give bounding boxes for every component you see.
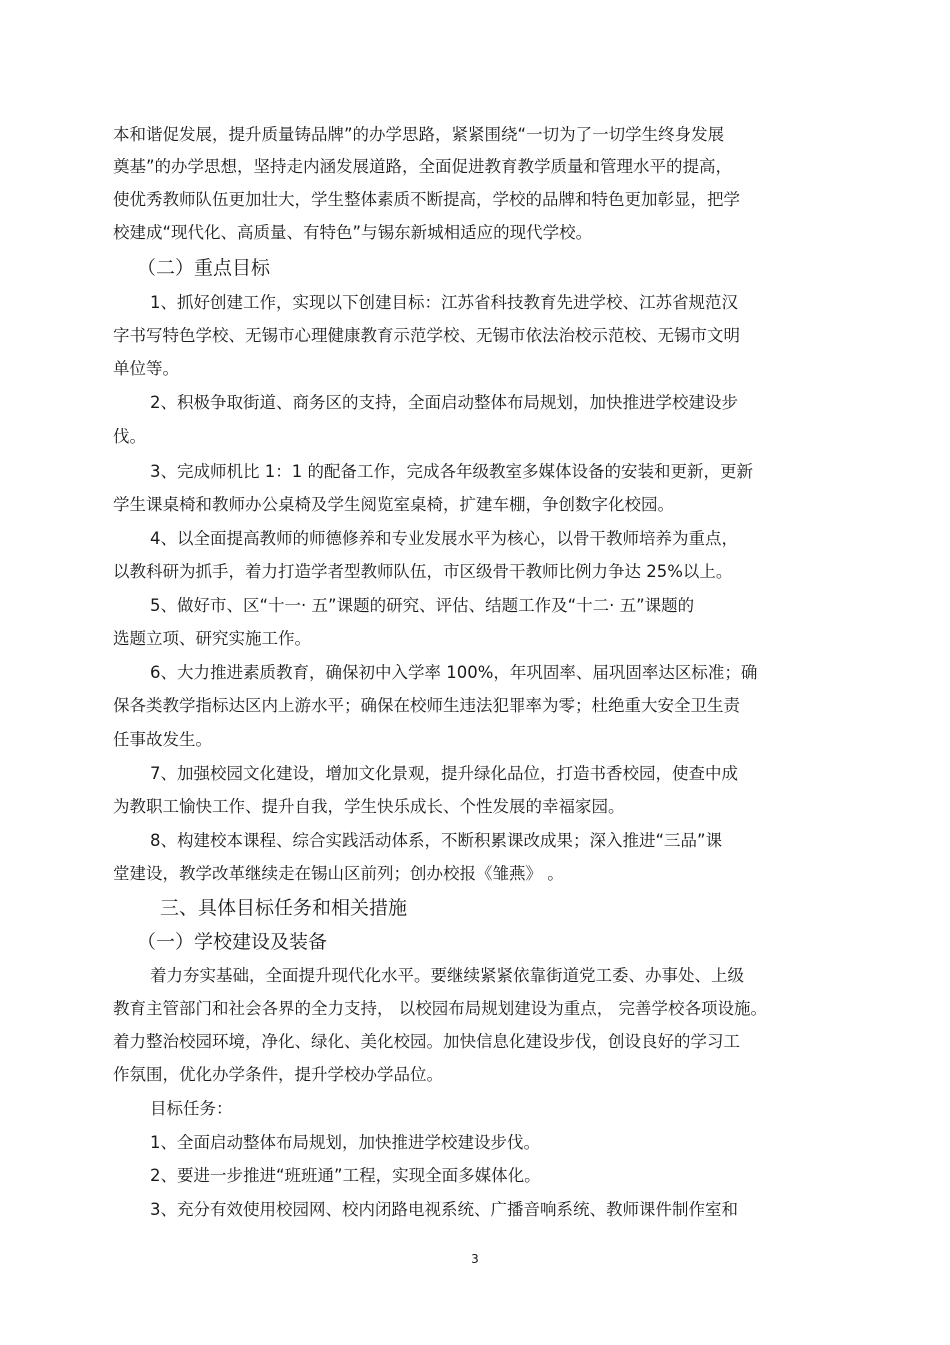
body-text-line: 以教科研为抓手，着力打造学者型教师队伍，市区级骨干教师比例力争达 25%以上。 <box>113 562 733 581</box>
body-text-line: 为教职工愉快工作、提升自我，学生快乐成长、个性发展的幸福家园。 <box>113 797 625 816</box>
body-text-line: 2、积极争取街道、商务区的支持，全面启动整体布局规划，加快推进学校建设步 <box>150 393 738 412</box>
body-text-line: 选题立项、研究实施工作。 <box>113 629 311 648</box>
body-text-line: 目标任务： <box>150 1099 233 1118</box>
body-text-line: 奠基”的办学思想，坚持走内涵发展道路，全面促进教育教学质量和管理水平的提高， <box>113 157 733 176</box>
body-text-line: 字书写特色学校、无锡市心理健康教育示范学校、无锡市依法治校示范校、无锡市文明 <box>113 326 740 345</box>
body-text-line: 4、以全面提高教师的师德修养和专业发展水平为核心，以骨干教师培养为重点， <box>150 529 738 548</box>
body-text-line: 8、构建校本课程、综合实践活动体系，不断积累课改成果；深入推进“三品”课 <box>150 831 723 850</box>
body-text-line: 使优秀教师队伍更加壮大，学生整体素质不断提高，学校的品牌和特色更加彰显，把学 <box>113 190 740 209</box>
body-text-line: 单位等。 <box>113 359 179 378</box>
body-text-line: 2、要进一步推进“班班通”工程，实现全面多媒体化。 <box>150 1166 541 1185</box>
body-text-line: 任事故发生。 <box>113 730 212 749</box>
body-text-line: 6、大力推进素质教育，确保初中入学率 100%，年巩固率、届巩固率达区标准；确 <box>150 663 758 682</box>
body-text-line: 1、全面启动整体布局规划，加快推进学校建设步伐。 <box>150 1133 540 1152</box>
body-text-line: 学生课桌椅和教师办公桌椅及学生阅览室桌椅，扩建车棚，争创数字化校园。 <box>113 495 674 514</box>
body-text-line: 着力整治校园环境，净化、绿化、美化校园。加快信息化建设步伐，创设良好的学习工 <box>113 1032 740 1051</box>
body-text-line: 教育主管部门和社会各界的全力支持， 以校园布局规划建设为重点， 完善学校各项设施。 <box>113 999 767 1018</box>
body-text-line: 保各类教学指标达区内上游水平；确保在校师生违法犯罪率为零；杜绝重大安全卫生责 <box>113 696 740 715</box>
body-text-line: 5、做好市、区“十一· 五”课题的研究、评估、结题工作及“十二· 五”课题的 <box>150 596 695 615</box>
body-text-line: 3、充分有效使用校园网、校内闭路电视系统、广播音响系统、教师课件制作室和 <box>150 1200 738 1219</box>
body-text-line: 着力夯实基础，全面提升现代化水平。要继续紧紧依靠街道党工委、办事处、上级 <box>150 966 744 985</box>
body-text-line: 伐。 <box>113 427 146 446</box>
body-text-line: 作氛围，优化办学条件，提升学校办学品位。 <box>113 1065 443 1084</box>
section-heading: （二）重点目标 <box>137 257 271 279</box>
page-number: 3 <box>471 1252 479 1266</box>
section-heading: （一）学校建设及装备 <box>137 931 328 953</box>
body-text-line: 1、抓好创建工作，实现以下创建目标：江苏省科技教育先进学校、江苏省规范汉 <box>150 293 738 312</box>
body-text-line: 堂建设，教学改革继续走在锡山区前列；创办校报《雏燕》 。 <box>113 864 564 883</box>
body-text-line: 本和谐促发展，提升质量铸品牌”的办学思路，紧紧围绕“一切为了一切学生终身发展 <box>113 125 725 144</box>
body-text-line: 校建成“现代化、高质量、有特色”与锡东新城相适应的现代学校。 <box>113 223 593 242</box>
section-heading: 三、具体目标任务和相关措施 <box>160 897 408 919</box>
body-text-line: 3、完成师机比 1：1 的配备工作，完成各年级教室多媒体设备的安装和更新，更新 <box>150 462 753 481</box>
body-text-line: 7、加强校园文化建设，增加文化景观，提升绿化品位，打造书香校园，使查中成 <box>150 764 738 783</box>
